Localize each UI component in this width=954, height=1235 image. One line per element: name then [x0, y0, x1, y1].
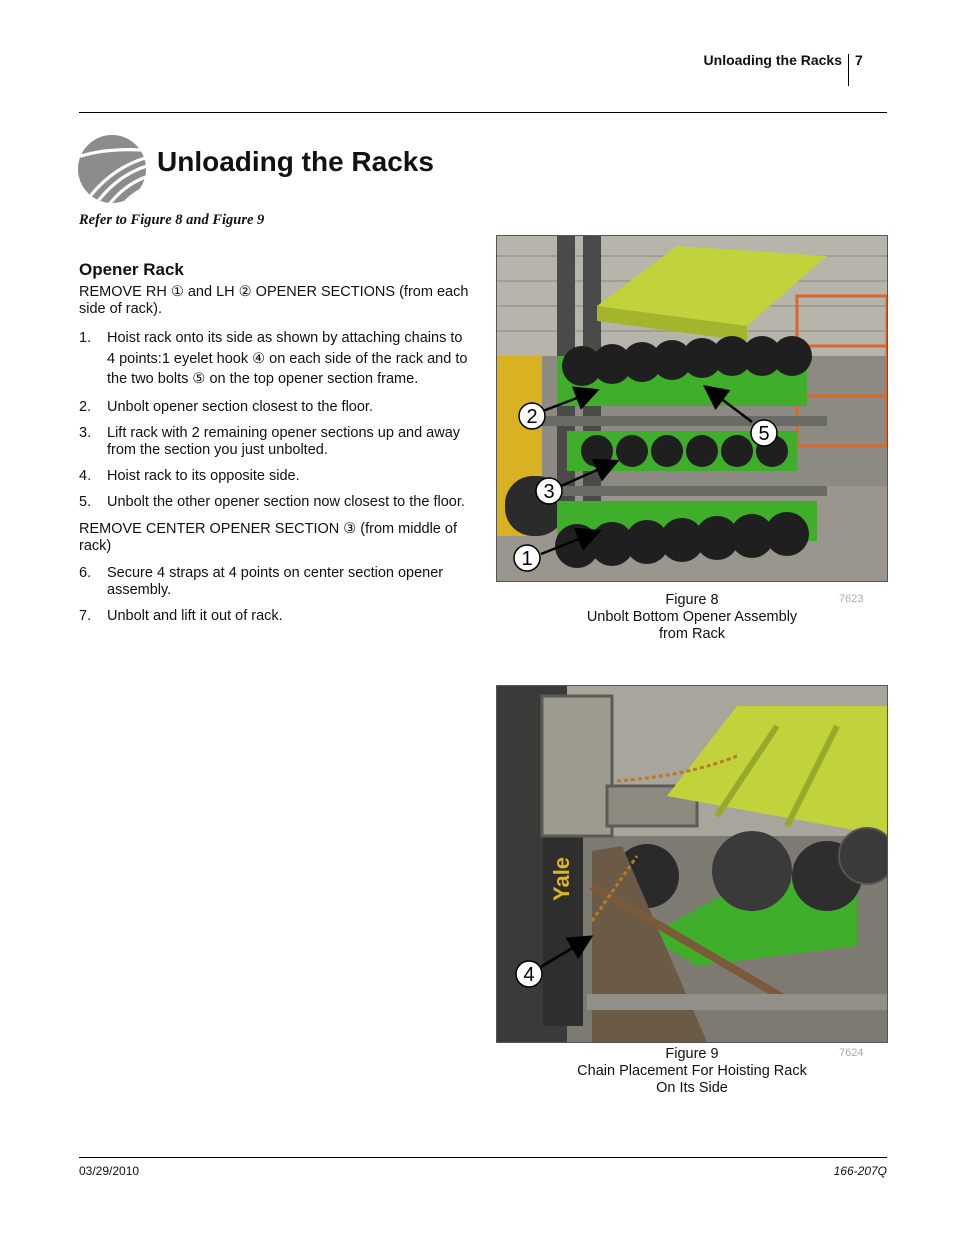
list-item [79, 565, 471, 599]
running-header-title: Unloading the Racks [703, 52, 842, 68]
step-number: 2. [79, 398, 92, 415]
remove-center-section-note: REMOVE CENTER OPENER SECTION ③ (from middle of rack) [79, 520, 457, 554]
remove-side-sections-note: REMOVE RH ① and LH ② OPENER SECTIONS (from each side of rack). [79, 284, 469, 317]
page-title: Unloading the Racks [157, 146, 434, 177]
list-item [79, 468, 471, 485]
instructions-body [79, 284, 471, 635]
figure-caption-line: Unbolt Bottom Opener Assembly [586, 609, 798, 625]
section-heading: Opener Rack [79, 260, 184, 279]
steps-list-b [79, 565, 471, 625]
page-number: 7 [855, 52, 863, 68]
forklift-brand-label: Yale [549, 856, 574, 901]
step-text: Unbolt and lift it out of rack. [107, 607, 283, 624]
bottom-rule [79, 1157, 887, 1158]
callout-label: 5 [758, 423, 770, 445]
step-number: 4. [79, 467, 92, 484]
footer-doc-number: 166-207Q [833, 1164, 887, 1178]
step-number: 1. [79, 330, 92, 346]
figure-number: Figure 8 [665, 592, 719, 608]
callout-label: 3 [543, 481, 555, 503]
figure-caption-line: On Its Side [656, 1080, 728, 1096]
step-text: Lift rack with 2 remaining opener sections up and away from the section you just unbolted. [107, 424, 461, 458]
step-text: Unbolt the other opener section now closest to the floor. [107, 493, 465, 510]
great-plains-logo-icon [77, 134, 147, 204]
list-item [79, 399, 471, 416]
figure-caption-line: Chain Placement For Hoisting Rack [577, 1063, 807, 1079]
chain-photo-illustration [497, 686, 887, 1042]
step-number: 3. [79, 424, 92, 441]
step-text: Hoist rack onto its side as shown by attaching chains to 4 points:1 eyelet hook ④ on each side of the rack and to the two bolts ⑤ on the top opener section frame. [107, 330, 468, 387]
figure-number: Figure 9 [665, 1046, 719, 1062]
image-id: 7624 [839, 1047, 864, 1059]
figure-9-photo [496, 685, 888, 1043]
step-number: 5. [79, 493, 92, 510]
list-item [79, 328, 471, 390]
top-rule [79, 112, 887, 113]
callout-label: 2 [526, 406, 538, 428]
steps-list-a [79, 328, 471, 511]
figure-9-caption [496, 1046, 888, 1097]
step-number: 7. [79, 607, 92, 624]
list-item [79, 425, 471, 459]
step-text: Hoist rack to its opposite side. [107, 467, 300, 484]
callout-label: 1 [521, 548, 533, 570]
figure-8-photo [496, 235, 888, 582]
footer-date: 03/29/2010 [79, 1164, 140, 1178]
step-text: Unbolt opener section closest to the floor. [107, 398, 373, 415]
image-id: 7623 [839, 593, 864, 605]
callout-label: 4 [523, 964, 535, 986]
step-text: Secure 4 straps at 4 points on center section opener assembly. [107, 564, 444, 598]
figure-reference-note: Refer to Figure 8 and Figure 9 [79, 212, 265, 228]
figure-8-caption [496, 592, 888, 643]
rack-photo-illustration [497, 236, 887, 581]
list-item [79, 608, 471, 625]
list-item [79, 494, 471, 511]
step-number: 6. [79, 564, 92, 581]
header-divider [848, 54, 849, 86]
figure-caption-line: from Rack [658, 626, 726, 642]
